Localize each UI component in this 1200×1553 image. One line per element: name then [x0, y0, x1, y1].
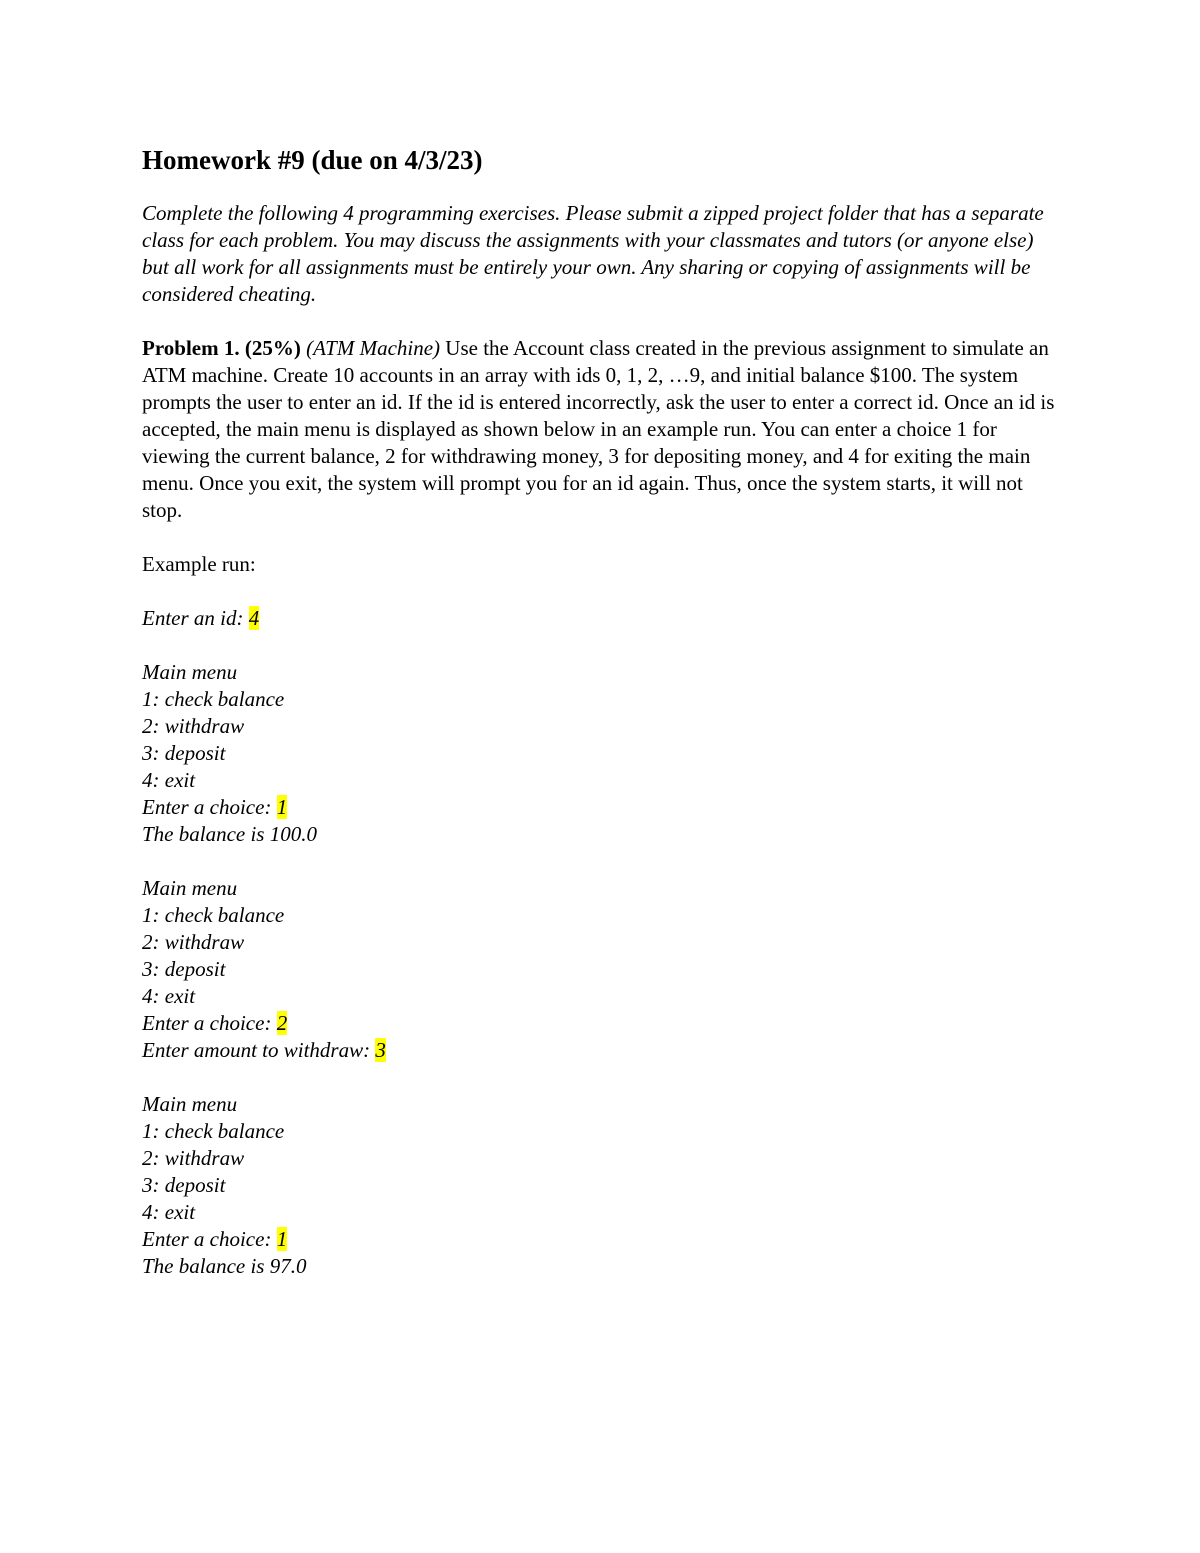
choice-line: [142, 794, 1062, 821]
choice-line: [142, 1226, 1062, 1253]
choice-prompt-text: Enter a choice:: [142, 1011, 277, 1035]
problem-1-topic: (ATM Machine): [306, 336, 441, 360]
withdraw-amount-value: 3: [375, 1038, 386, 1062]
choice-prompt-text: Enter a choice:: [142, 1227, 277, 1251]
menu-block-1: [142, 659, 1062, 848]
document-page: [142, 140, 1062, 1307]
example-run-label: Example run:: [142, 552, 256, 576]
menu-item-deposit: 3: deposit: [142, 957, 226, 981]
menu-title: Main menu: [142, 660, 238, 684]
page-title: Homework #9 (due on 4/3/23): [142, 145, 483, 175]
choice-input-value: 1: [276, 1227, 288, 1251]
balance-result: The balance is 97.0: [142, 1254, 307, 1278]
menu-title: Main menu: [142, 1092, 238, 1116]
menu-title: Main menu: [142, 876, 238, 900]
choice-input-value: 2: [276, 1011, 288, 1035]
menu-block-2: [142, 875, 1062, 1064]
intro-paragraph: Complete the following 4 programming exercises. Please submit a zipped project folder that has a separate class for each problem. You may discuss the assignments with your classmates and tutors (or anyone else) but all work for all assignments must be entirely your own. Any sharing or copying of assignments will be considered cheating.: [142, 201, 1044, 306]
choice-line: [142, 1010, 1062, 1037]
choice-input-value: 1: [276, 795, 288, 819]
problem-1-body: Use the Account class created in the previous assignment to simulate an ATM machine. Create 10 accounts in an array with ids 0, 1, 2, …9, and initial balance $100. The system prompts the user to enter an id. If the id is entered incorrectly, ask the user to enter a correct id. Once an id is accepted, the main menu is displayed as shown below in an example run. You can enter a choice 1 for viewing the current balance, 2 for withdrawing money, 3 for depositing money, and 4 for exiting the main menu. Once you exit, the system will prompt you for an id again. Thus, once the system starts, it will not stop.: [142, 336, 1055, 522]
menu-item-withdraw: 2: withdraw: [142, 714, 245, 738]
menu-item-check-balance: 1: check balance: [142, 903, 285, 927]
menu-item-withdraw: 2: withdraw: [142, 930, 245, 954]
problem-1-weight: (25%): [244, 336, 301, 360]
id-prompt-line: [142, 605, 1062, 632]
balance-result: The balance is 100.0: [142, 822, 317, 846]
menu-item-exit: 4: exit: [142, 984, 196, 1008]
id-prompt-block: [142, 605, 1062, 632]
withdraw-prompt-text: Enter amount to withdraw:: [142, 1038, 376, 1062]
menu-item-deposit: 3: deposit: [142, 741, 226, 765]
id-input-value: 4: [248, 606, 260, 630]
choice-prompt-text: Enter a choice:: [142, 795, 277, 819]
menu-item-exit: 4: exit: [142, 1200, 196, 1224]
menu-item-check-balance: 1: check balance: [142, 1119, 285, 1143]
problem-1-paragraph: [142, 335, 1062, 524]
menu-block-3: [142, 1091, 1062, 1280]
id-prompt-text: Enter an id:: [142, 606, 249, 630]
withdraw-line: [142, 1037, 1062, 1064]
menu-item-check-balance: 1: check balance: [142, 687, 285, 711]
problem-1-label: Problem 1.: [142, 336, 240, 360]
menu-item-exit: 4: exit: [142, 768, 196, 792]
menu-item-deposit: 3: deposit: [142, 1173, 226, 1197]
menu-item-withdraw: 2: withdraw: [142, 1146, 245, 1170]
